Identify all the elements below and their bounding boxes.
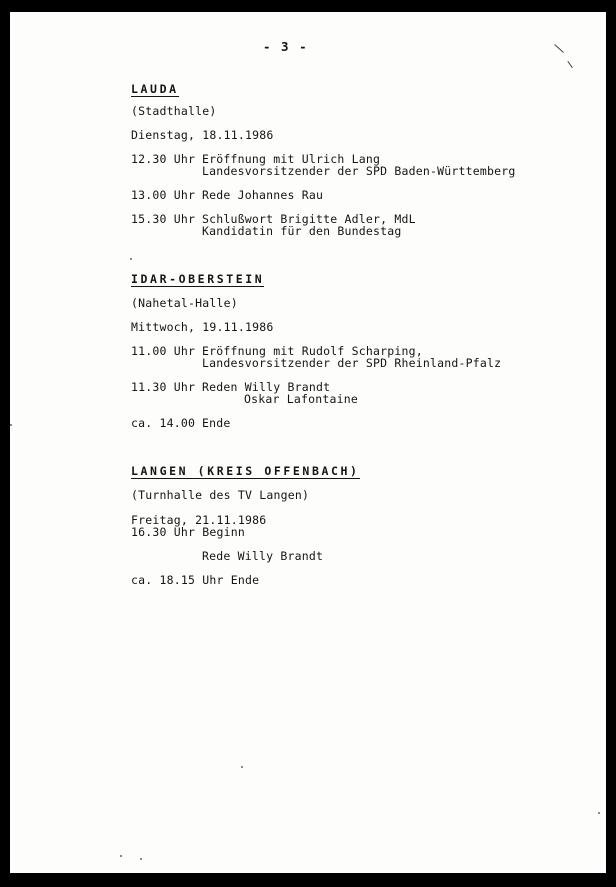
item-text: Ende <box>202 416 231 430</box>
item-text: Landesvorsitzender der SPD Baden-Württemberg <box>202 164 516 178</box>
section-heading-idar-oberstein: IDAR-OBERSTEIN <box>131 272 265 286</box>
item-time: 12.30 Uhr <box>131 152 196 166</box>
item-text: Oskar Lafontaine <box>244 392 358 406</box>
item-time: 15.30 Uhr <box>131 212 196 226</box>
date-idar-oberstein: Mittwoch, 19.11.1986 <box>131 320 274 334</box>
venue-langen: (Turnhalle des TV Langen) <box>131 488 310 502</box>
page-number: - 3 - <box>263 39 309 54</box>
begin-langen: 16.30 Uhr Beginn <box>131 525 245 539</box>
venue-lauda: (Stadthalle) <box>131 104 217 118</box>
pen-mark <box>554 44 564 53</box>
item-text: Reden Willy Brandt <box>202 380 331 394</box>
scan-speck <box>140 858 142 860</box>
document-page <box>10 12 606 873</box>
item-text: Eröffnung mit Rudolf Scharping, <box>202 344 423 358</box>
scan-speck <box>598 812 600 814</box>
item-text: Landesvorsitzender der SPD Rheinland-Pfalz <box>202 356 502 370</box>
item-text: Kandidatin für den Bundestag <box>202 224 402 238</box>
pen-mark <box>567 61 573 68</box>
item-text: Schlußwort Brigitte Adler, MdL <box>202 212 416 226</box>
item-text: Rede Johannes Rau <box>202 188 324 202</box>
date-langen: Freitag, 21.11.1986 <box>131 513 267 527</box>
date-lauda: Dienstag, 18.11.1986 <box>131 128 274 142</box>
speech-langen: Rede Willy Brandt <box>202 549 324 563</box>
section-heading-langen: LANGEN (KREIS OFFENBACH) <box>131 464 360 478</box>
item-time: 11.30 Uhr <box>131 380 196 394</box>
scan-speck <box>120 855 122 857</box>
section-heading-lauda: LAUDA <box>131 82 179 96</box>
item-time: 11.00 Uhr <box>131 344 196 358</box>
venue-idar-oberstein: (Nahetal-Halle) <box>131 296 238 310</box>
scan-speck <box>241 766 243 768</box>
item-time: ca. 14.00 <box>131 416 196 430</box>
end-langen: ca. 18.15 Uhr Ende <box>131 573 260 587</box>
scan-speck <box>10 424 12 426</box>
scan-speck <box>130 258 132 260</box>
item-time: 13.00 Uhr <box>131 188 196 202</box>
item-text: Eröffnung mit Ulrich Lang <box>202 152 381 166</box>
